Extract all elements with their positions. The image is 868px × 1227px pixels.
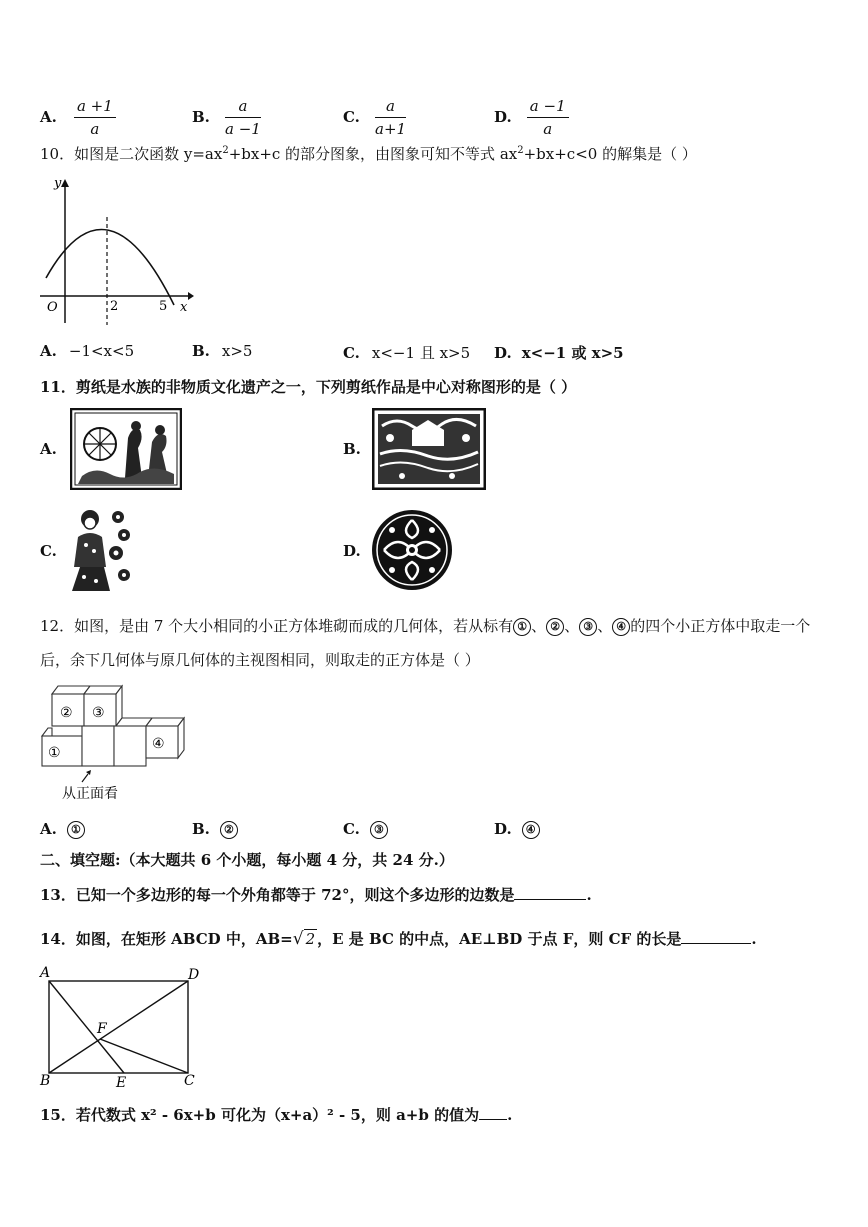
answer-blank[interactable] (479, 1105, 507, 1120)
q9-option-d: D. $\frac{a -1}{a}$ (494, 97, 569, 138)
y-axis-arrow (61, 179, 69, 187)
cube-1-label: ① (48, 745, 61, 761)
diagonal-bd (49, 981, 188, 1073)
q11-label-d: D. (343, 542, 361, 560)
q13-stem: 13．已知一个多边形的每一个外角都等于 72°，则这个多边形的边数是 . (40, 886, 592, 904)
section-2-heading: 二、填空题:（本大题共 6 个小题，每小题 4 分，共 24 分.） (40, 851, 454, 869)
fraction: $\frac{a -1}{a}$ (527, 97, 569, 138)
paper-cut-image-d (370, 508, 454, 592)
sqrt-sign: √ (292, 929, 304, 949)
origin-label: O (47, 300, 58, 315)
tick-label-5: 5 (159, 299, 168, 314)
point-b-label: B (40, 1073, 51, 1089)
q10-option-b: B. x>5 (192, 342, 253, 360)
q12-option-d: D. ④ (494, 820, 540, 839)
view-arrow (82, 774, 88, 782)
q10-option-d: D. x<−1 或 x>5 (494, 344, 624, 362)
segment-cf (100, 1039, 188, 1073)
q12-option-b: B. ② (192, 820, 238, 839)
x-axis-arrow (188, 292, 194, 300)
cube-2-label: ② (60, 705, 73, 721)
cube-4-label: ④ (152, 736, 165, 752)
segment-ae (49, 981, 124, 1073)
point-f-label: F (97, 1021, 107, 1037)
x-label: x (180, 300, 188, 315)
q10-parabola-graph (38, 175, 198, 330)
q9-option-a: A. $\frac{a +1}{a}$ (40, 97, 116, 138)
q10-stem: 10．如图是二次函数 $y=ax^2+bx+c$ 的部分图象，由图象可知不等式 $ax^2+bx+c<0$ 的解集是（ ） (40, 145, 697, 163)
q12-stem-line2: 后，余下几何体与原几何体的主视图相同，则取走的正方体是（ ） (40, 651, 480, 669)
q10-option-a: A. −1<x<5 (40, 342, 135, 360)
answer-blank[interactable] (514, 885, 586, 900)
fraction: $\frac{a}{a -1}$ (225, 97, 261, 138)
fraction: $\frac{a +1}{a}$ (74, 97, 116, 138)
q12-stem-line1: 12．如图，是由 7 个大小相同的小正方体堆砌而成的几何体，若从标有 ① 、 ② 、 ③ 、 ④ 的四个小正方体中取走一个 (40, 617, 811, 635)
q9-option-b: B. $\frac{a}{a -1}$ (192, 97, 261, 138)
cube-3-label: ③ (92, 705, 105, 721)
paper-cut-image-a (70, 408, 182, 490)
q12-cube-figure (38, 680, 198, 805)
point-d-label: D (188, 967, 200, 983)
paper-cut-image-b (372, 408, 486, 490)
y-label: y (54, 176, 62, 191)
answer-blank[interactable] (681, 929, 751, 944)
q11-label-a: A. (40, 440, 57, 458)
sqrt-expression: √ 2 (292, 929, 316, 949)
point-c-label: C (184, 1073, 195, 1089)
q10-option-c: C. x<−1 且 x>5 (343, 344, 471, 362)
q15-stem: 15．若代数式 x² - 6x+b 可化为（x+a）² - 5，则 a+b 的值为 . (40, 1106, 513, 1124)
point-e-label: E (116, 1075, 127, 1090)
q14-rectangle-figure (36, 965, 211, 1090)
view-direction-label: 从正面看 (62, 786, 118, 802)
q9-option-c: C. $\frac{a}{a+1}$ (343, 97, 407, 138)
q11-stem: 11．剪纸是水族的非物质文化遗产之一，下列剪纸作品是中心对称图形的是（ ） (40, 378, 577, 396)
q14-stem: 14．如图，在矩形 ABCD 中，AB=√ 2 ，E 是 BC 的中点，AE⊥BD 于点 F，则 CF 的长是 . (40, 929, 757, 949)
paper-cut-image-c (70, 505, 134, 595)
fraction: $\frac{a}{a+1}$ (375, 97, 407, 138)
point-a-label: A (40, 965, 51, 981)
q12-option-c: C. ③ (343, 820, 388, 839)
q11-label-c: C. (40, 542, 57, 560)
q11-label-b: B. (343, 440, 361, 458)
q12-option-a: A. ① (40, 820, 85, 839)
tick-label-2: 2 (110, 299, 119, 314)
view-arrow-head (86, 770, 91, 775)
